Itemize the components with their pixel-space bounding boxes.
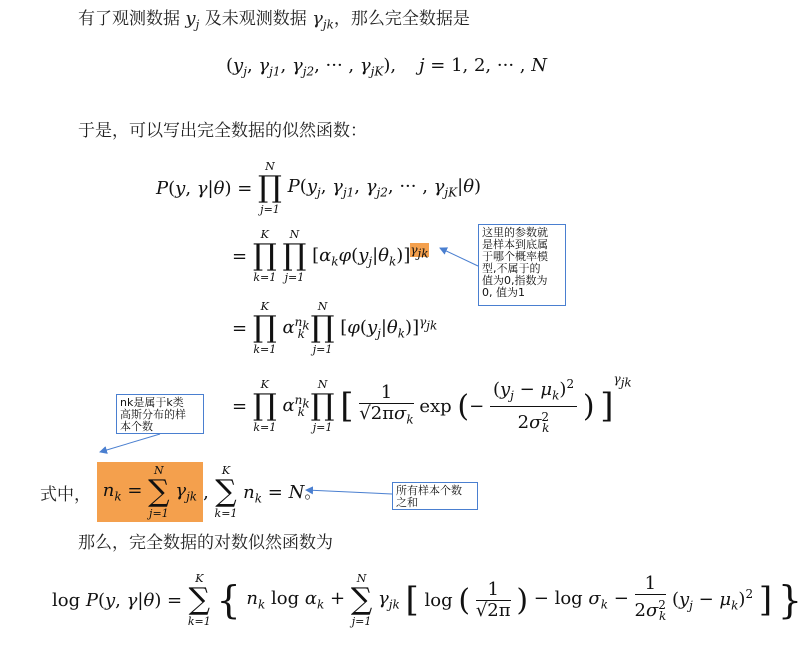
sum-annotation: 所有样本个数 之和 — [392, 482, 478, 510]
intro-suffix: ，那么完全数据是 — [333, 9, 470, 29]
intro-line: 有了观测数据 $y_j$ 及未观测数据 $\gamma_{jk}$，那么完全数据是 — [78, 8, 470, 32]
intro-mid: 及未观测数据 — [204, 9, 307, 29]
likelihood-eq-line-1: P(y, γ|θ) = N ∏ j=1 $P(y_j$, $\gamma_{j1}$, $\gamma_{j2}$, ··· , $\gamma_{jK}|\theta$) — [156, 160, 482, 216]
nk-definition: 式中， $n_k$ = N ∑ j=1 $\gamma_{jk}$ , K ∑ k=1 $n_k = N$。 — [40, 464, 322, 520]
likelihood-eq-line-4: = K ∏ k=1 $\alpha^{n_k}_k$ N ∏ j=1 [ $\frac{1}{√2\pi\sigma_k}$ exp (− $\frac{(y_j - \mu_k)^2}{2\sigma^2_k}$ ) ]$^{\gamma_{jk}}$ — [232, 372, 632, 436]
sum-arrow — [306, 490, 392, 494]
nk-annotation: nk是属于k类 高斯分布的样 本个数 — [116, 394, 204, 434]
likelihood-eq-line-2: = K ∏ k=1 N ∏ j=1 $[\alpha_k\varphi(y_j|\theta_k)]^{\gamma_{jk}}$ — [232, 228, 429, 284]
log-likelihood-eq: log P(y, γ|θ) = K ∑ k=1 { $n_k$ $\log \alpha_k$ + N ∑ j=1 $\gamma_{jk}$ [ log ( $\frac{1}{√2\pi}$ ) − $\log \sigma_k$ − $\frac{1}{2\sigma^2_k}$ $(y_j - \mu_k)^2$ ] } — [52, 572, 802, 628]
gamma-annotation: 这里的参数就 是样本到底属 于哪个概率模 型,不属于的 值为0,指数为 0, 值为1 — [478, 224, 566, 306]
gamma-exponent-highlight: γjk — [410, 243, 429, 261]
nk-definition-highlight: $n_k$ = N ∑ j=1 $\gamma_{jk}$ — [97, 462, 203, 522]
likelihood-eq-line-3: = K ∏ k=1 $\alpha^{n_k}_k$ N ∏ j=1 $[\varphi(y_j|\theta_k)]^{\gamma_{jk}}$ — [232, 300, 438, 356]
intro-prefix: 有了观测数据 — [78, 9, 180, 29]
complete-data-tuple: ($y_j$, $\gamma_{j1}$, $\gamma_{j2}$, ··· , $\gamma_{jK}$), j = 1, 2, ··· , N — [226, 55, 547, 79]
nk-arrow — [100, 434, 160, 452]
log-likelihood-intro: 那么，完全数据的对数似然函数为 — [78, 533, 333, 553]
gamma-arrow — [440, 248, 478, 266]
likelihood-intro: 于是，可以写出完全数据的似然函数： — [78, 121, 367, 141]
